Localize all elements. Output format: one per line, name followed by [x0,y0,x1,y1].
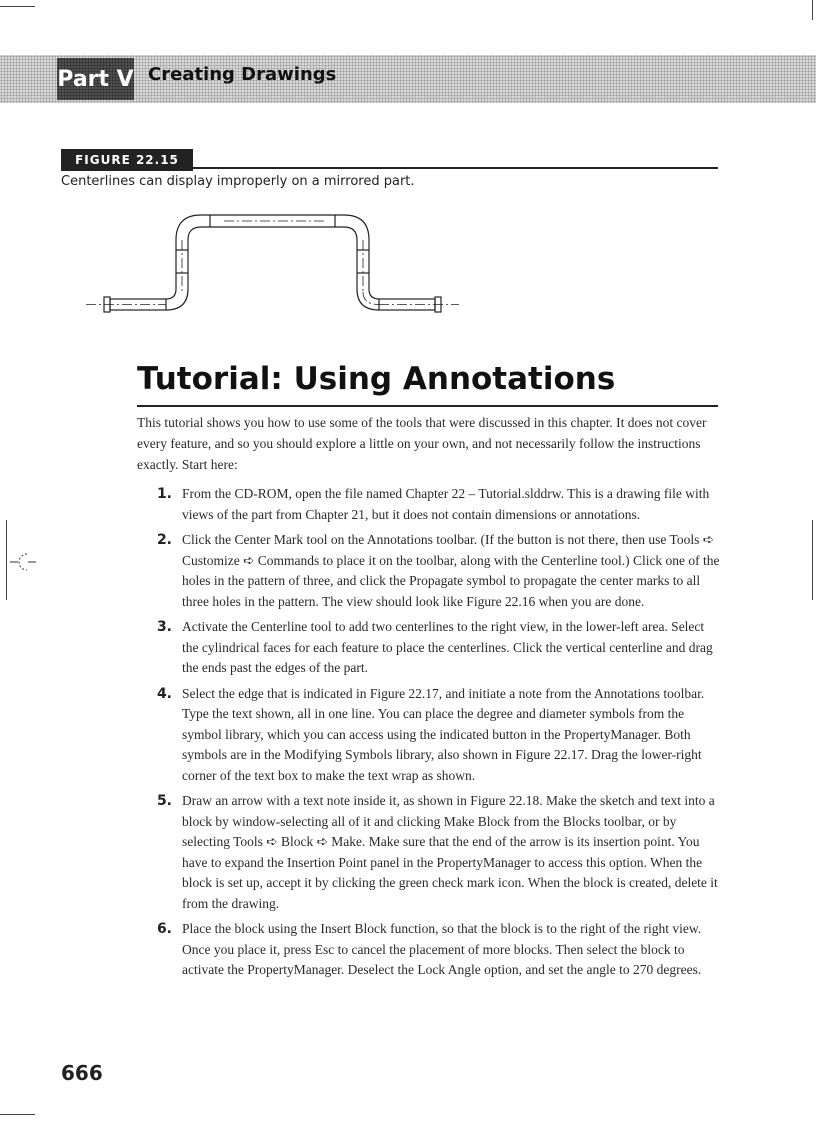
step-text: Activate the Centerline tool to add two centerlines to the right view, in the lower-left area. Select the cylindrical faces for each feature to place the centerlines. Click the vertical centerline and drag the ends past the edges of the part. [182,619,713,675]
figure-label: FIGURE 22.15 [61,149,193,171]
list-item [140,919,722,981]
step-number: 6. [156,921,172,937]
list-item [140,684,722,787]
step-text: Click the Center Mark tool on the Annotations toolbar. (If the button is not there, then use Tools ➪ Customize ➪ Commands to place it on the toolbar, along with the Centerline tool.) Click one of the holes in the pattern of three, and click the Propagate symbol to propagate the center marks to all three holes in the pattern. The view should look like Figure 22.16 when you are done. [182,532,720,609]
step-number: 1. [156,486,172,502]
crop-mark-top-left [0,6,35,7]
crop-mark-right-rule [812,520,813,600]
step-text: From the CD-ROM, open the file named Chapter 22 – Tutorial.slddrw. This is a drawing file with views of the part from Chapter 21, but it does not contain dimensions or annotations. [182,486,710,522]
intro-paragraph: This tutorial shows you how to use some of the tools that were discussed in this chapter. It does not cover every feature, and so you should explore a little on your own, and not necessarily follow the instructions exactly. Start here: [137,415,707,472]
step-number: 3. [156,619,172,635]
figure-rule [193,167,718,169]
part-title: Creating Drawings [148,64,337,85]
list-item [140,484,722,525]
tube-inner-path [166,227,379,310]
crop-mark-bottom-left [0,1114,35,1115]
step-text: Select the edge that is indicated in Figure 22.17, and initiate a note from the Annotations toolbar. Type the text shown, all in one line. You can place the degree and diameter symbols from the symbol library, which you can access using the indicated button in the PropertyManager. Both symbols are in the Modifying Symbols library, also shown in Figure 22.17. Drag the lower-right corner of the text box to make the text wrap as shown. [182,685,705,783]
step-text: Draw an arrow with a text note inside it, as shown in Figure 22.18. Make the sketch and text into a block by window-selecting all of it and clicking Make Block from the Blocks toolbar, or by selecting Tools ➪ Block ➪ Make. Make sure that the end of the arrow is its insertion point. You have to expand the Insertion Point panel in the PropertyManager to access this option. When the block is set up, accept it by clicking the green check mark icon. When the block is created, delete it from the drawing. [182,793,718,911]
figure-caption: Centerlines can display improperly on a mirrored part. [61,174,415,189]
part-label: Part V [57,58,134,100]
section-heading: Tutorial: Using Annotations [137,361,616,397]
list-item [140,791,722,914]
step-number: 2. [156,532,172,548]
list-item [140,530,722,612]
page-number: 666 [61,1061,103,1085]
registration-mark-icon [8,540,38,580]
crop-mark-top-right [812,0,813,20]
step-number: 5. [156,793,172,809]
mirrored-part-drawing [84,200,474,330]
steps-list [140,484,722,981]
step-text: Place the block using the Insert Block function, so that the block is to the right of the right view. Once you place it, press Esc to cancel the placement of more blocks. Then select the block to activate the PropertyManager. Deselect the Lock Angle option, and set the angle to 270 degrees. [182,921,702,977]
step-number: 4. [156,685,172,702]
heading-rule [137,405,718,407]
list-item [140,617,722,679]
crop-mark-left-rule [6,520,7,600]
